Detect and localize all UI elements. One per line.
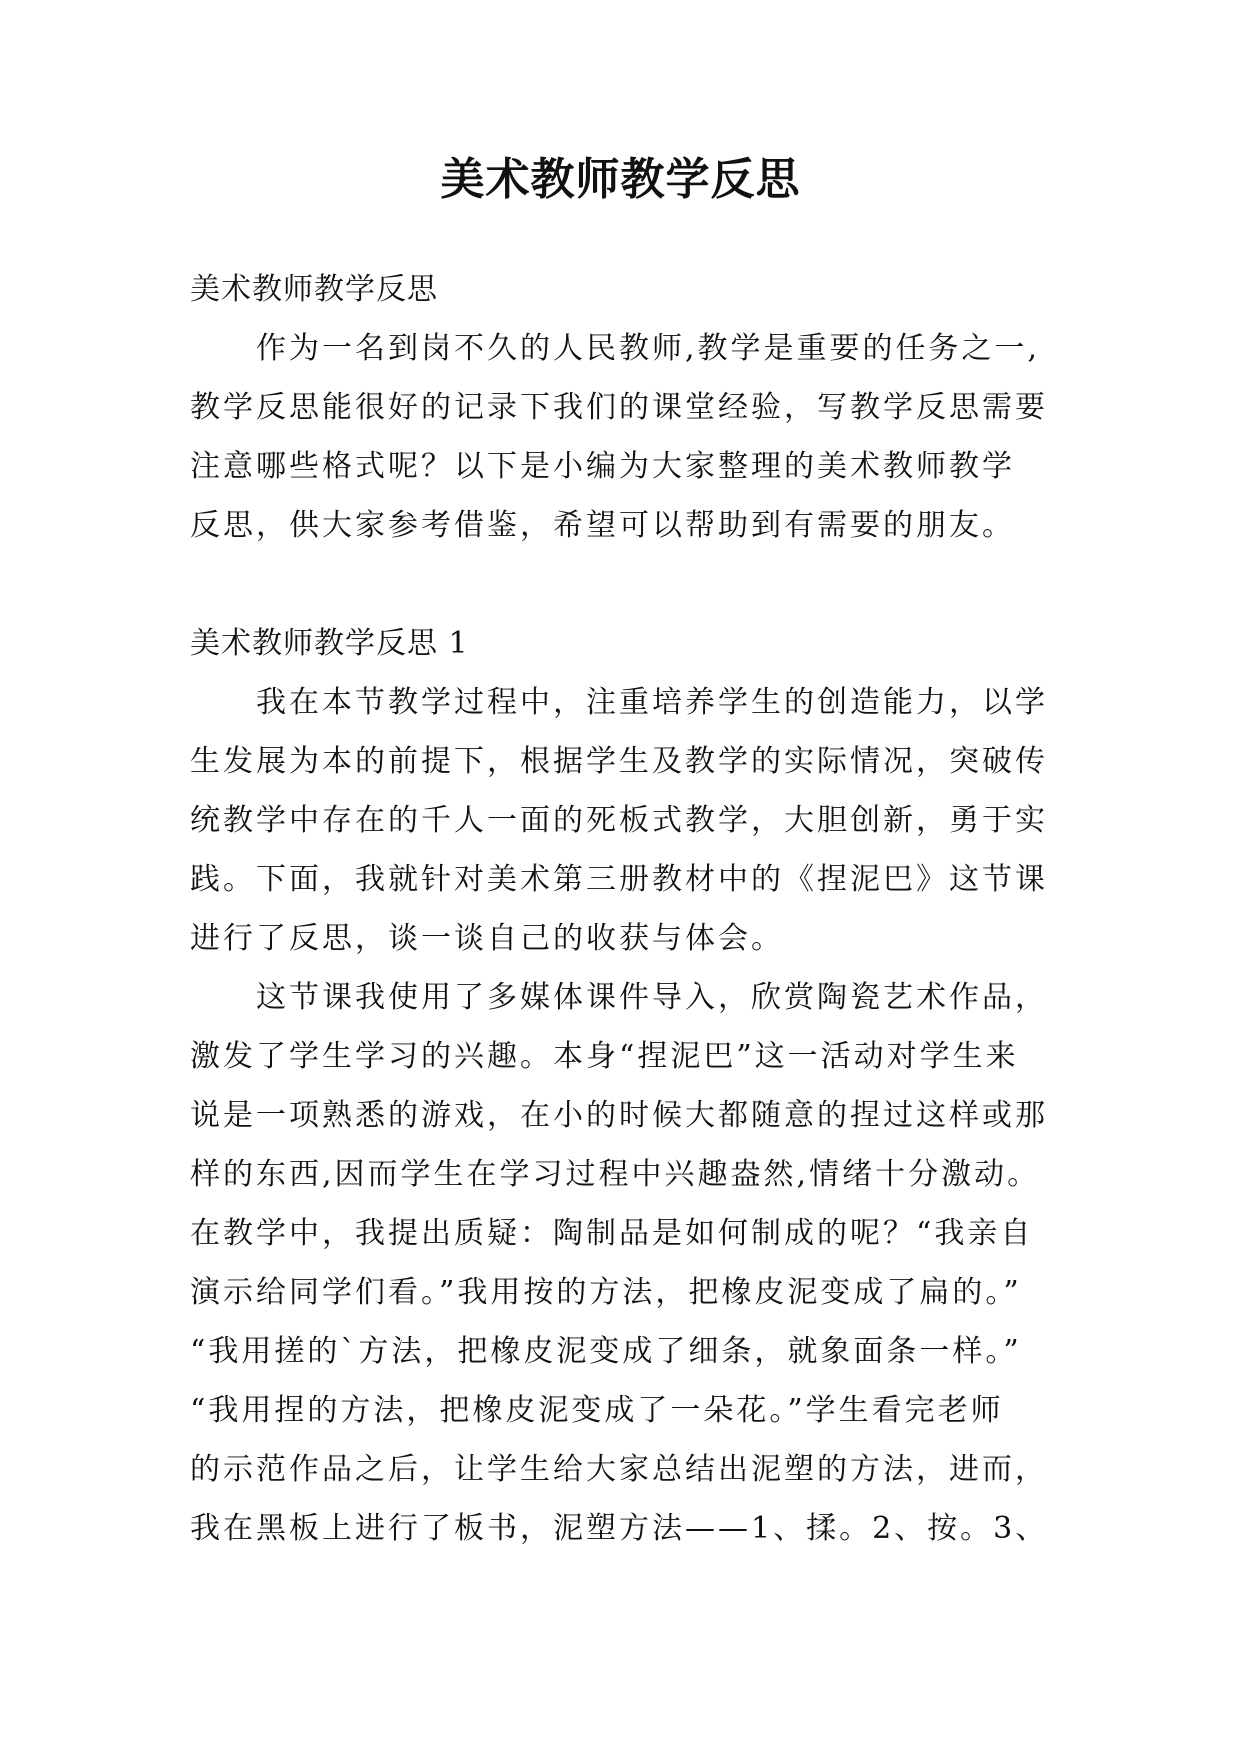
paragraph-line: 统教学中存在的千人一面的死板式教学，大胆创新，勇于实 (190, 803, 1048, 838)
paragraph-line: 反思，供大家参考借鉴，希望可以帮助到有需要的朋友。 (190, 508, 1015, 543)
intro-heading: 美术教师教学反思 (190, 272, 438, 307)
paragraph-line: “我用捏的方法，把橡皮泥变成了一朵花。”学生看完老师 (190, 1393, 1004, 1428)
document-title: 美术教师教学反思 (440, 154, 801, 205)
section-spacer (190, 555, 1060, 614)
paragraph-line: 作为一名到岗不久的人民教师,教学是重要的任务之一, (256, 331, 1041, 366)
paragraph-line: 生发展为本的前提下，根据学生及教学的实际情况，突破传 (190, 744, 1048, 779)
paragraph-line: 说是一项熟悉的游戏，在小的时候大都随意的捏过这样或那 (190, 1098, 1048, 1133)
paragraph-line: 进行了反思，谈一谈自己的收获与体会。 (190, 921, 784, 956)
section-heading: 美术教师教学反思 1 (190, 626, 469, 661)
paragraph-line: 样的东西,因而学生在学习过程中兴趣盎然,情绪十分激动。 (190, 1157, 1041, 1192)
paragraph-line: 这节课我使用了多媒体课件导入，欣赏陶瓷艺术作品， (256, 980, 1048, 1015)
paragraph-line: 教学反思能很好的记录下我们的课堂经验，写教学反思需要 (190, 390, 1048, 425)
paragraph-line: 的示范作品之后，让学生给大家总结出泥塑的方法，进而， (190, 1452, 1048, 1487)
paragraph-line: 在教学中，我提出质疑：陶制品是如何制成的呢？“我亲自 (190, 1216, 1034, 1251)
paragraph-line: 我在黑板上进行了板书，泥塑方法——1、揉。2、按。3、 (190, 1511, 1049, 1546)
paragraph-line: 践。下面，我就针对美术第三册教材中的《捏泥巴》这节课 (190, 862, 1048, 897)
paragraph-line: 激发了学生学习的兴趣。本身“捏泥巴”这一活动对学生来 (190, 1039, 1019, 1074)
paragraph-line: 注意哪些格式呢？以下是小编为大家整理的美术教师教学 (190, 449, 1015, 484)
paragraph-line: 演示给同学们看。”我用按的方法，把橡皮泥变成了扁的。” (190, 1275, 1022, 1310)
document-body (190, 260, 1060, 1558)
section-paragraph-1 (190, 673, 1060, 968)
paragraph-line: 我在本节教学过程中，注重培养学生的创造能力，以学 (256, 685, 1048, 720)
intro-paragraph (190, 319, 1060, 555)
paragraph-line: “我用搓的`方法，把橡皮泥变成了细条，就象面条一样。” (190, 1334, 1022, 1369)
section-paragraph-2 (190, 968, 1060, 1558)
